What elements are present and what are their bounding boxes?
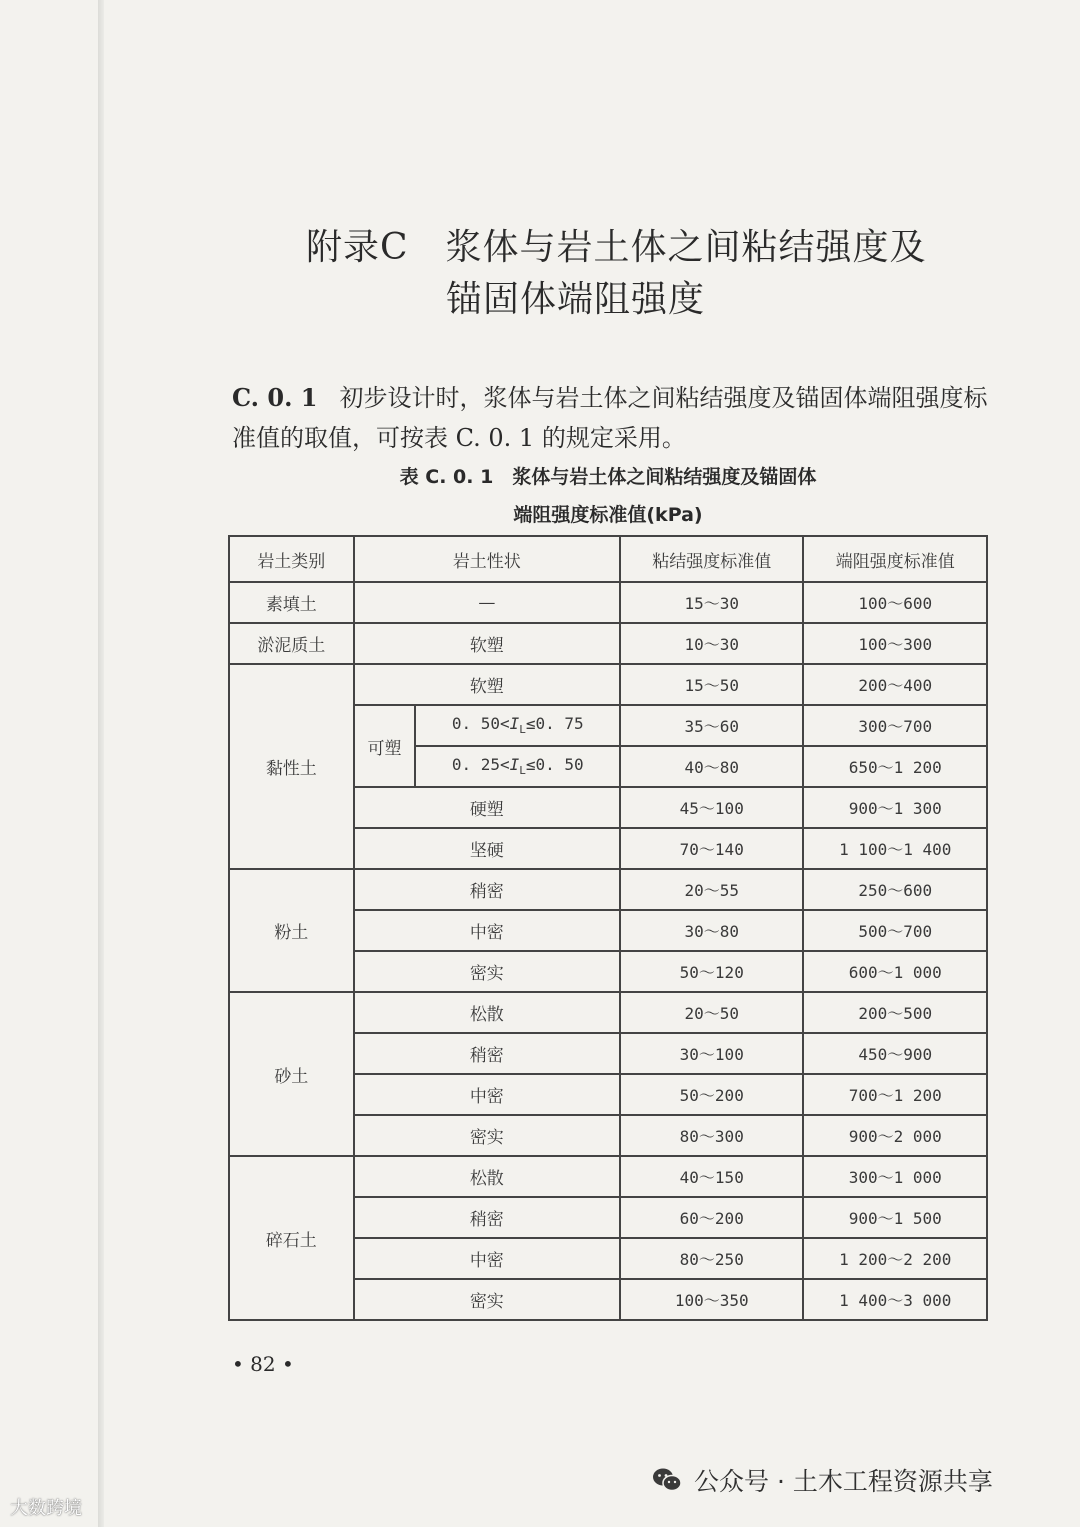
bond-strength-cell: 45～100 [620,787,803,828]
soil-type-cell: 黏性土 [229,664,354,869]
liquidity-index-symbol [509,714,526,737]
soil-type-cell: 淤泥质土 [229,623,354,664]
soil-state-cell: 中密 [354,910,620,951]
table-row [229,992,987,1033]
soil-state-cell: 密实 [354,1279,620,1320]
soil-state-cell: 中密 [354,1238,620,1279]
end-strength-cell: 650～1 200 [803,746,987,787]
state-suffix: ≤0. 50 [525,755,584,775]
soil-state-cell: 稍密 [354,1197,620,1238]
end-strength-cell: 1 400～3 000 [803,1279,987,1320]
il-symbol: I [509,755,520,775]
il-subscript: L [519,723,526,737]
watermark-left: 大数跨境 [10,1498,82,1519]
header-bond-strength: 粘结强度标准值 [620,536,803,582]
soil-state-cell [415,705,620,746]
page-number: • 82 • [232,1352,294,1376]
header-end-strength: 端阻强度标准值 [803,536,987,582]
end-strength-cell: 1 100～1 400 [803,828,987,869]
state-prefix: 0. 25< [451,755,510,775]
table-row [229,623,987,664]
table-row [229,664,987,705]
soil-state-cell: 松散 [354,992,620,1033]
state-prefix: 0. 50< [451,714,510,734]
soil-state-cell: 稍密 [354,1033,620,1074]
end-strength-cell: 900～1 300 [803,787,987,828]
title-line-2: 锚固体端阻强度 [446,279,706,320]
bond-strength-cell: 80～250 [620,1238,803,1279]
bond-strength-cell: 30～80 [620,910,803,951]
soil-state-cell: 坚硬 [354,828,620,869]
bond-strength-cell: 10～30 [620,623,803,664]
table-header-row [229,536,987,582]
bond-strength-cell: 15～50 [620,664,803,705]
end-strength-cell: 300～700 [803,705,987,746]
soil-state-cell [415,746,620,787]
bond-strength-cell: 50～120 [620,951,803,992]
end-strength-cell: 450～900 [803,1033,987,1074]
soil-state-cell: 软塑 [354,664,620,705]
state-suffix: ≤0. 75 [525,714,584,734]
clause-number: C. 0. 1 [232,383,318,412]
page-binding-shadow [98,0,104,1527]
bond-strength-cell: 40～80 [620,746,803,787]
soil-type-cell: 素填土 [229,582,354,623]
wechat-account-text: 公众号 · 土木工程资源共享 [694,1467,993,1496]
il-symbol: I [509,714,520,734]
soil-type-cell: 砂土 [229,992,354,1156]
end-strength-cell: 100～600 [803,582,987,623]
table-row [229,1156,987,1197]
bond-strength-cell: 30～100 [620,1033,803,1074]
soil-state-cell: 密实 [354,1115,620,1156]
end-strength-cell: 900～1 500 [803,1197,987,1238]
end-strength-cell: 900～2 000 [803,1115,987,1156]
end-strength-cell: 300～1 000 [803,1156,987,1197]
end-strength-cell: 500～700 [803,910,987,951]
bond-strength-cell: 50～200 [620,1074,803,1115]
soil-state-cell: 松散 [354,1156,620,1197]
bond-strength-cell: 35～60 [620,705,803,746]
end-strength-cell: 700～1 200 [803,1074,987,1115]
intro-paragraph [232,378,992,458]
bond-strength-cell: 15～30 [620,582,803,623]
bond-strength-cell: 60～200 [620,1197,803,1238]
plastic-subgroup-cell: 可塑 [354,705,416,787]
wechat-icon [652,1467,682,1493]
clause-text: 初步设计时，浆体与岩土体之间粘结强度及锚固体端阻强度标准值的取值，可按表 C. 0. 1 的规定采用。 [232,384,988,452]
liquidity-index-symbol [509,755,526,778]
soil-state-cell: 密实 [354,951,620,992]
end-strength-cell: 1 200～2 200 [803,1238,987,1279]
soil-state-cell: 硬塑 [354,787,620,828]
end-strength-cell: 600～1 000 [803,951,987,992]
bond-strength-cell: 100～350 [620,1279,803,1320]
title-line-1: 附录C 浆体与岩土体之间粘结强度及 [306,227,927,268]
soil-state-cell: 软塑 [354,623,620,664]
strength-table [228,535,988,1321]
bond-strength-cell: 80～300 [620,1115,803,1156]
appendix-title [306,222,927,326]
wechat-account-credit [652,1462,993,1498]
end-strength-cell: 100～300 [803,623,987,664]
il-subscript: L [519,764,526,778]
soil-state-cell: 稍密 [354,869,620,910]
bond-strength-cell: 20～55 [620,869,803,910]
end-strength-cell: 200～400 [803,664,987,705]
end-strength-cell: 250～600 [803,869,987,910]
soil-state-cell: — [354,582,620,623]
header-soil-state: 岩土性状 [354,536,620,582]
table-row [229,869,987,910]
soil-type-cell: 粉土 [229,869,354,992]
soil-state-cell: 中密 [354,1074,620,1115]
table-caption-line-2: 端阻强度标准值(kPa) [513,504,703,526]
bond-strength-cell: 40～150 [620,1156,803,1197]
end-strength-cell: 200～500 [803,992,987,1033]
bond-strength-cell: 20～50 [620,992,803,1033]
table-row [229,582,987,623]
table-caption-line-1: 表 C. 0. 1 浆体与岩土体之间粘结强度及锚固体 [399,466,817,488]
bond-strength-cell: 70～140 [620,828,803,869]
soil-type-cell: 碎石土 [229,1156,354,1320]
header-soil-type: 岩土类别 [229,536,354,582]
